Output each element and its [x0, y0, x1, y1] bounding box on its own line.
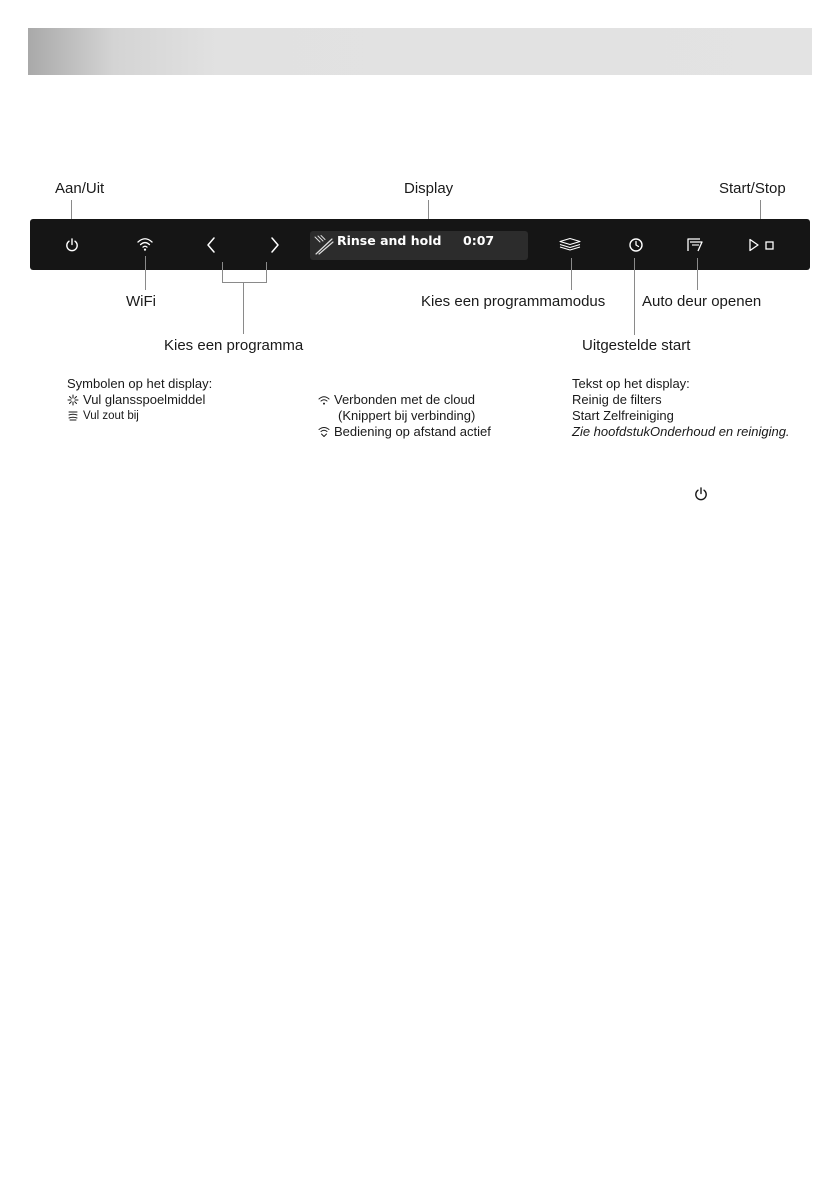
wifi-icon[interactable]	[136, 236, 154, 252]
stop-icon[interactable]	[765, 241, 774, 250]
play-icon[interactable]	[748, 238, 760, 252]
remote-active-text: Bediening op afstand actief	[334, 424, 491, 439]
rinse-icon	[313, 234, 335, 256]
wifi-label: WiFi	[126, 293, 156, 310]
rinse-aid-row	[67, 392, 212, 408]
wifi-small-icon	[318, 395, 330, 406]
chevron-right-icon[interactable]	[269, 236, 281, 254]
choose-program-label: Kies een programma	[164, 337, 304, 354]
clock-icon[interactable]	[628, 237, 644, 253]
program-display	[310, 231, 528, 260]
remote-active-row	[318, 424, 491, 440]
power-callout-line	[71, 200, 72, 219]
display-program-text: Rinse and hold	[337, 233, 442, 248]
choose-program-bracket-bottom	[222, 282, 267, 283]
cloud-connected-text: Verbonden met de cloud	[334, 392, 475, 407]
chevron-left-icon[interactable]	[205, 236, 217, 254]
auto-door-callout-line	[697, 258, 698, 290]
remote-wifi-icon	[318, 426, 330, 438]
display-label: Display	[404, 180, 454, 197]
text-title: Tekst op het display:	[572, 376, 690, 391]
section-header-bar	[28, 28, 812, 75]
display-text-section	[572, 376, 790, 440]
wifi-callout-line	[145, 256, 146, 290]
cloud-blink-text: (Knippert bij verbinding)	[338, 408, 476, 423]
auto-door-label: Auto deur openen	[642, 293, 762, 310]
self-clean-text: Start Zelfreiniging	[572, 408, 674, 423]
display-time-text: 0:07	[463, 233, 495, 248]
salt-icon	[67, 410, 79, 421]
power-small-icon	[693, 486, 709, 502]
cloud-status-section	[318, 392, 491, 440]
delayed-start-callout-line	[634, 258, 635, 335]
display-symbols-section	[67, 376, 212, 424]
power-icon[interactable]	[64, 237, 80, 253]
start-stop-label: Start/Stop	[719, 180, 786, 197]
see-chapter-text: Zie hoofdstukOnderhoud en reiniging.	[572, 424, 790, 439]
program-mode-icon[interactable]	[558, 237, 582, 251]
choose-program-bracket-left	[222, 262, 223, 282]
choose-program-bracket-right	[266, 262, 267, 282]
delayed-start-label: Uitgestelde start	[582, 337, 691, 354]
auto-door-icon[interactable]	[686, 237, 704, 253]
control-panel	[30, 219, 810, 270]
cloud-connected-row	[318, 392, 491, 408]
salt-text: Vul zout bij	[83, 410, 139, 422]
program-mode-label: Kies een programmamodus	[421, 293, 606, 310]
rinse-aid-text: Vul glansspoelmiddel	[83, 392, 206, 407]
salt-row	[67, 408, 212, 424]
clean-filters-text: Reinig de filters	[572, 392, 662, 407]
rinse-aid-icon	[67, 394, 79, 406]
power-label: Aan/Uit	[55, 180, 105, 197]
symbols-title: Symbolen op het display:	[67, 376, 213, 391]
program-mode-callout-line	[571, 258, 572, 290]
choose-program-callout-line	[243, 282, 244, 334]
